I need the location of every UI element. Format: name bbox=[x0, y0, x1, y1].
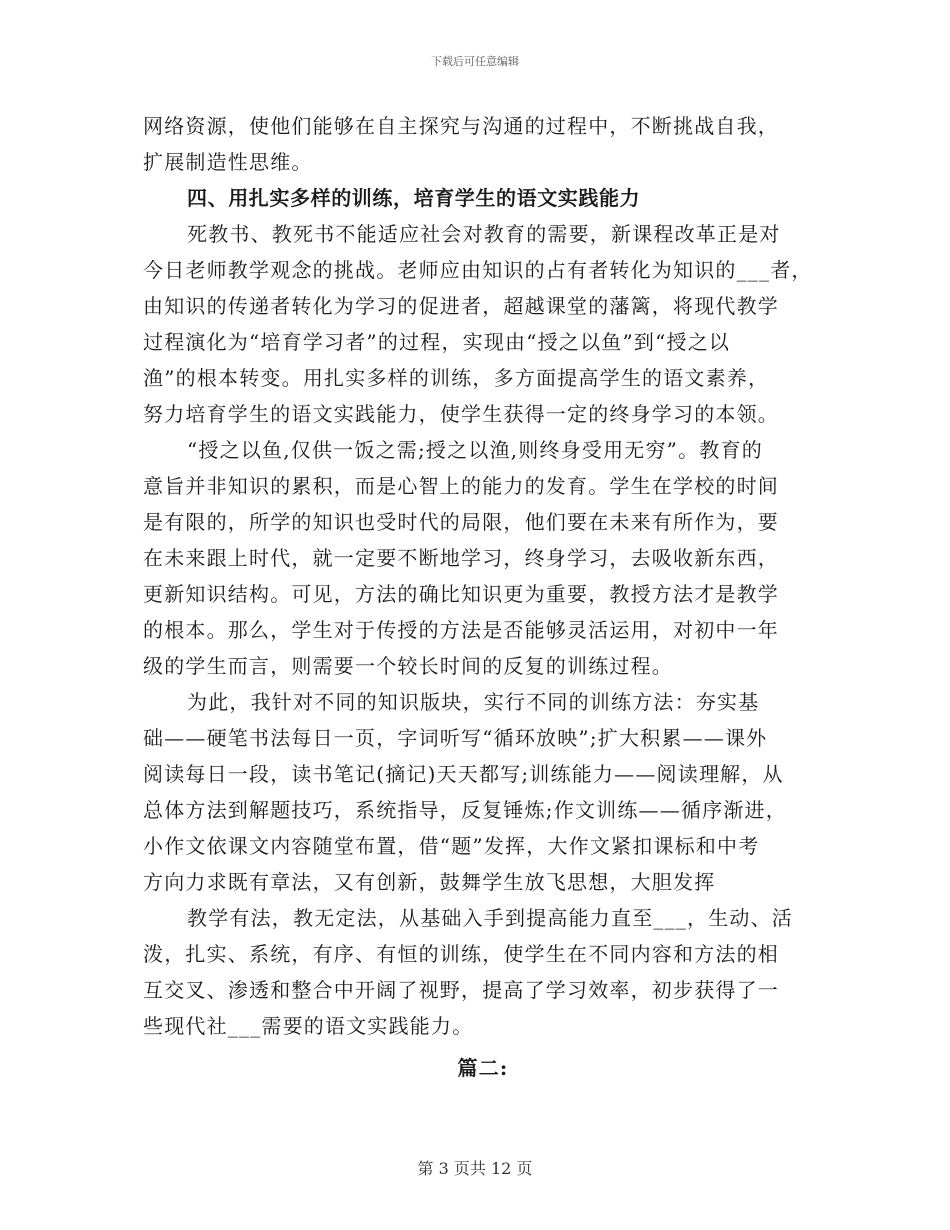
text-line: 小作文依课文内容随堂布置，借“题”发挥，大作文紧扣课标和中考 bbox=[143, 834, 760, 858]
text-line: 今日老师教学观念的挑战。老师应由知识的占有者转化为知识的___者， bbox=[143, 258, 813, 282]
text-line: 渔”的根本转变。用扎实多样的训练，多方面提高学生的语文素养， bbox=[143, 366, 770, 390]
text-line: 在未来跟上时代，就一定要不断地学习，终身学习，去吸收新东西， bbox=[143, 546, 779, 570]
text-line: 础——硬笔书法每日一页，字词听写“循环放映”;扩大积累——课外 bbox=[143, 726, 768, 750]
text-line: 为此，我针对不同的知识版块，实行不同的训练方法：夯实基 bbox=[187, 690, 760, 714]
text-line: 总体方法到解题技巧，系统指导，反复锤炼;作文训练——循序渐进， bbox=[143, 798, 787, 822]
text-line: 是有限的，所学的知识也受时代的局限，他们要在未来有所作为，要 bbox=[143, 510, 779, 534]
text-line: 阅读每日一段，读书笔记(摘记)天天都写;训练能力——阅读理解，从 bbox=[143, 762, 784, 786]
text-line: 过程演化为“培育学习者”的过程，实现由“授之以鱼”到“授之以 bbox=[143, 330, 731, 354]
text-line: 死教书、教死书不能适应社会对教育的需要，新课程改革正是对 bbox=[187, 222, 781, 246]
text-line: 意旨并非知识的累积，而是心智上的能力的发育。学生在学校的时间 bbox=[143, 474, 779, 498]
text-line: 网络资源，使他们能够在自主探究与沟通的过程中，不断挑战自我， bbox=[143, 114, 779, 138]
section-heading: 四、用扎实多样的训练，培育学生的语文实践能力 bbox=[187, 186, 641, 210]
text-line: “授之以鱼,仅供一饭之需;授之以渔,则终身受用无穷”。教育的 bbox=[187, 438, 763, 462]
section-title: 篇二: bbox=[457, 1056, 509, 1080]
page-number: 第 3 页共 12 页 bbox=[417, 1159, 533, 1178]
text-line: 努力培育学生的语文实践能力，使学生获得一定的终身学习的本领。 bbox=[143, 402, 779, 426]
page-header: 下载后可任意编辑 bbox=[431, 55, 519, 68]
text-line: 方向力求既有章法，又有创新，鼓舞学生放飞思想，大胆发挥 bbox=[143, 870, 716, 894]
text-line: 级的学生而言，则需要一个较长时间的反复的训练过程。 bbox=[143, 654, 673, 678]
text-line: 更新知识结构。可见，方法的确比知识更为重要，教授方法才是教学 bbox=[143, 582, 779, 606]
text-line: 由知识的传递者转化为学习的促进者，超越课堂的藩篱，将现代教学 bbox=[143, 294, 779, 318]
text-line: 扩展制造性思维。 bbox=[143, 150, 313, 174]
text-line: 互交叉、渗透和整合中开阔了视野，提高了学习效率，初步获得了一 bbox=[143, 978, 779, 1002]
text-line: 的根本。那么，学生对于传授的方法是否能够灵活运用，对初中一年 bbox=[143, 618, 779, 642]
text-line: 些现代社___需要的语文实践能力。 bbox=[143, 1014, 474, 1038]
text-line: 泼，扎实、系统，有序、有恒的训练，使学生在不同内容和方法的相 bbox=[143, 942, 779, 966]
text-line: 教学有法，教无定法，从基础入手到提高能力直至___，生动、活 bbox=[187, 906, 793, 930]
document-body bbox=[143, 108, 823, 1086]
